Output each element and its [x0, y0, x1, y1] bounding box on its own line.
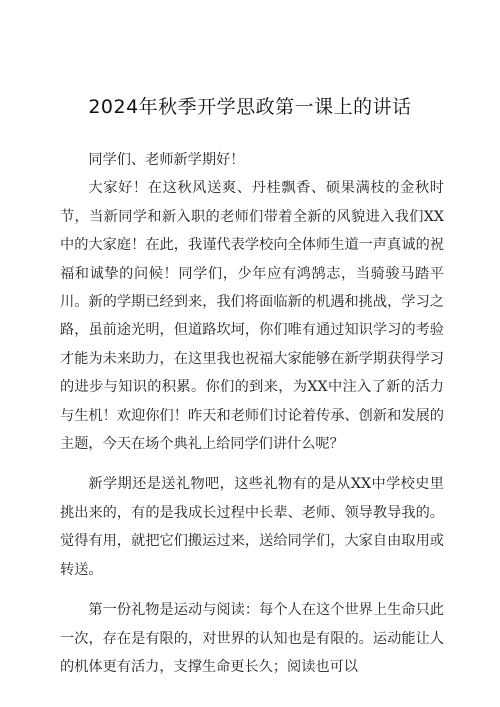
greeting-paragraph: 同学们、老师新学期好！ — [88, 152, 245, 168]
body-paragraph: 第一份礼物是运动与阅读：每个人在这个世界上生命只此一次，存在是有限的，对世界的认知也是有限的。运动能让人的机体更有活力，支撑生命更长久；阅读也可以 — [60, 602, 444, 675]
document-body — [60, 146, 444, 681]
body-paragraph: 新学期还是送礼物吧，这些礼物有的是从XX中学校史里挑出来的，有的是我成长过程中长辈、老师、领导教导我的。觉得有用，就把它们搬运过来，送给同学们，大家自由取用或转送。 — [60, 476, 444, 578]
body-paragraph: 大家好！在这秋风送爽、丹桂飘香、硕果满枝的金秋时节，当新同学和新入职的老师们带着全新的风貌进入我们XX中的大家庭！在此，我谨代表学校向全体师生道一声真诚的祝福和诚挚的问候！同学们，少年应有鸿鹄志，当骑骏马踏平川。新的学期已经到来，我们将面临新的机遇和挑战，学习之路，虽前途光明，但道路坎坷，你们唯有通过知识学习的考验才能为未来助力，在这里我也祝福大家能够在新学期获得学习的进步与知识的积累。你们的到来，为XX中注入了新的活力与生机！欢迎你们！昨天和老师们讨论着传承、创新和发展的主题，今天在场个典礼上给同学们讲什么呢？ — [60, 180, 444, 453]
document-title: 2024年秋季开学思政第一课上的讲话 — [88, 96, 412, 118]
